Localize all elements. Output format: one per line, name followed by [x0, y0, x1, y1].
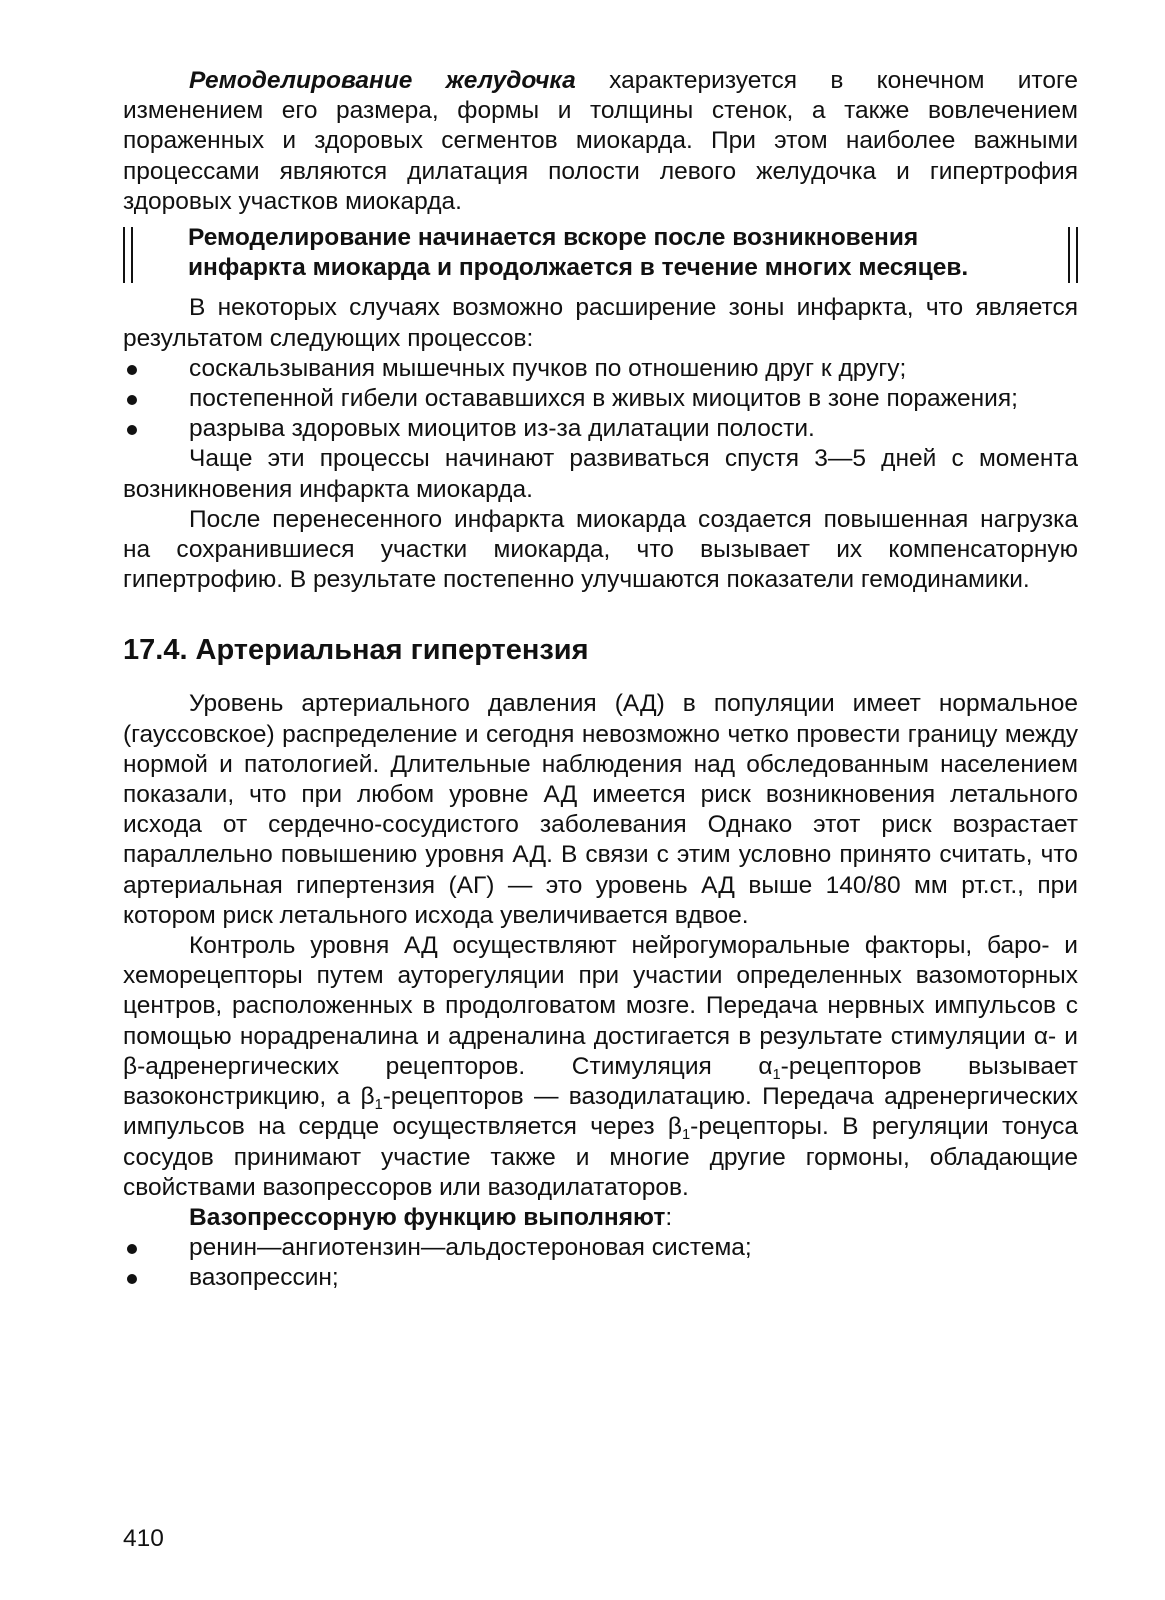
list-item: соскальзывания мышечных пучков по отношению друг к другу; [123, 354, 1078, 384]
bullet-icon [127, 395, 137, 405]
bullet-icon [127, 1244, 137, 1254]
process-list [123, 354, 1078, 445]
vasopressor-list [123, 1233, 1078, 1293]
paragraph-hypertrophy: После перенесенного инфаркта миокарда создается повышенная нагрузка на сохранившиеся участки миокарда, что вызывает их компенсаторную гипертрофию. В результате постепенно улучшаются показатели гемодинамики. [123, 505, 1078, 594]
paragraph-regulation: Контроль уровня АД осуществляют нейрогуморальные факторы, баро- и хеморецепторы путем ауторегуляции при участии определенных вазомоторных центров, расположенных в продолговатом мозге. Передача нервных импульсов с помощью норадреналина и адреналина достигается в результате стимуляции α- и β-адренергических рецепторов. Стимуляция $\alpha_1$-рецепторов вызывает вазоконстрикцию, а $\beta_1$-рецепторов — вазодилатацию. Передача адренергических импульсов на сердце осуществляется через $\beta_1$-рецепторы. В регуляции тонуса сосудов принимают участие также и многие другие гормоны, обладающие свойствами вазопрессоров или вазодилататоров. [123, 932, 1078, 1201]
list-item: вазопрессин; [123, 1263, 1078, 1293]
list-item: ренин—ангиотензин—альдостероновая система; [123, 1233, 1078, 1263]
section-heading [123, 633, 1078, 667]
section-title: Артериальная гипертензия [195, 634, 589, 667]
highlight-text: Ремоделирование начинается вскоре после возникновения инфаркта миокарда и продолжается в течение многих месяцев. [188, 224, 969, 282]
paragraph-timing: Чаще эти процессы начинают развиваться спустя 3—5 дней с момента возникновения инфаркта миокарда. [123, 445, 1078, 503]
paragraph-infarct-expansion: В некоторых случаях возможно расширение зоны инфаркта, что является результатом следующих процессов: [123, 294, 1078, 352]
left-margin-bar [123, 227, 133, 283]
section-number: 17.4. [123, 634, 188, 667]
list-item: разрыва здоровых миоцитов из-за дилатации полости. [123, 414, 1078, 444]
paragraph-remodeling [123, 66, 1078, 217]
paragraph-vasopressor-intro: Вазопрессорную функцию выполняют: [189, 1203, 673, 1231]
bullet-icon [127, 425, 137, 435]
bullet-icon [127, 1274, 137, 1284]
page-number: 410 [123, 1525, 164, 1552]
lead-term: Ремоделирование желудочка [189, 67, 576, 94]
bold-intro: Вазопрессорную функцию выполняют [189, 1203, 666, 1231]
paragraph-blood-pressure: Уровень артериального давления (АД) в популяции имеет нормальное (гауссовское) распределение и сегодня невозможно четко провести границу между нормой и патологией. Длительные наблюдения над обследованным населением показали, что при любом уровне АД имеется риск возникновения летального исхода от сердечно-сосудистого заболевания Однако этот риск возрастает параллельно повышению уровня АД. В связи с этим условно принято считать, что артериальная гипертензия (АГ) — это уровень АД выше 140/80 мм рт.ст., при котором риск летального исхода увеличивается вдвое. [123, 690, 1078, 929]
right-margin-bar [1068, 227, 1078, 283]
highlight-box [123, 223, 1078, 283]
list-item: постепенной гибели остававшихся в живых миоцитов в зоне поражения; [123, 384, 1078, 414]
paragraph-text: характеризуется в конечном итоге изменением его размера, формы и толщины стенок, а также вовлечением пораженных и здоровых сегментов миокарда. При этом наиболее важными процессами являются дилатация полости левого желудочка и гипертрофия здоровых участков миокарда. [123, 67, 1079, 215]
page-content [123, 66, 1078, 1294]
bullet-icon [127, 365, 137, 375]
